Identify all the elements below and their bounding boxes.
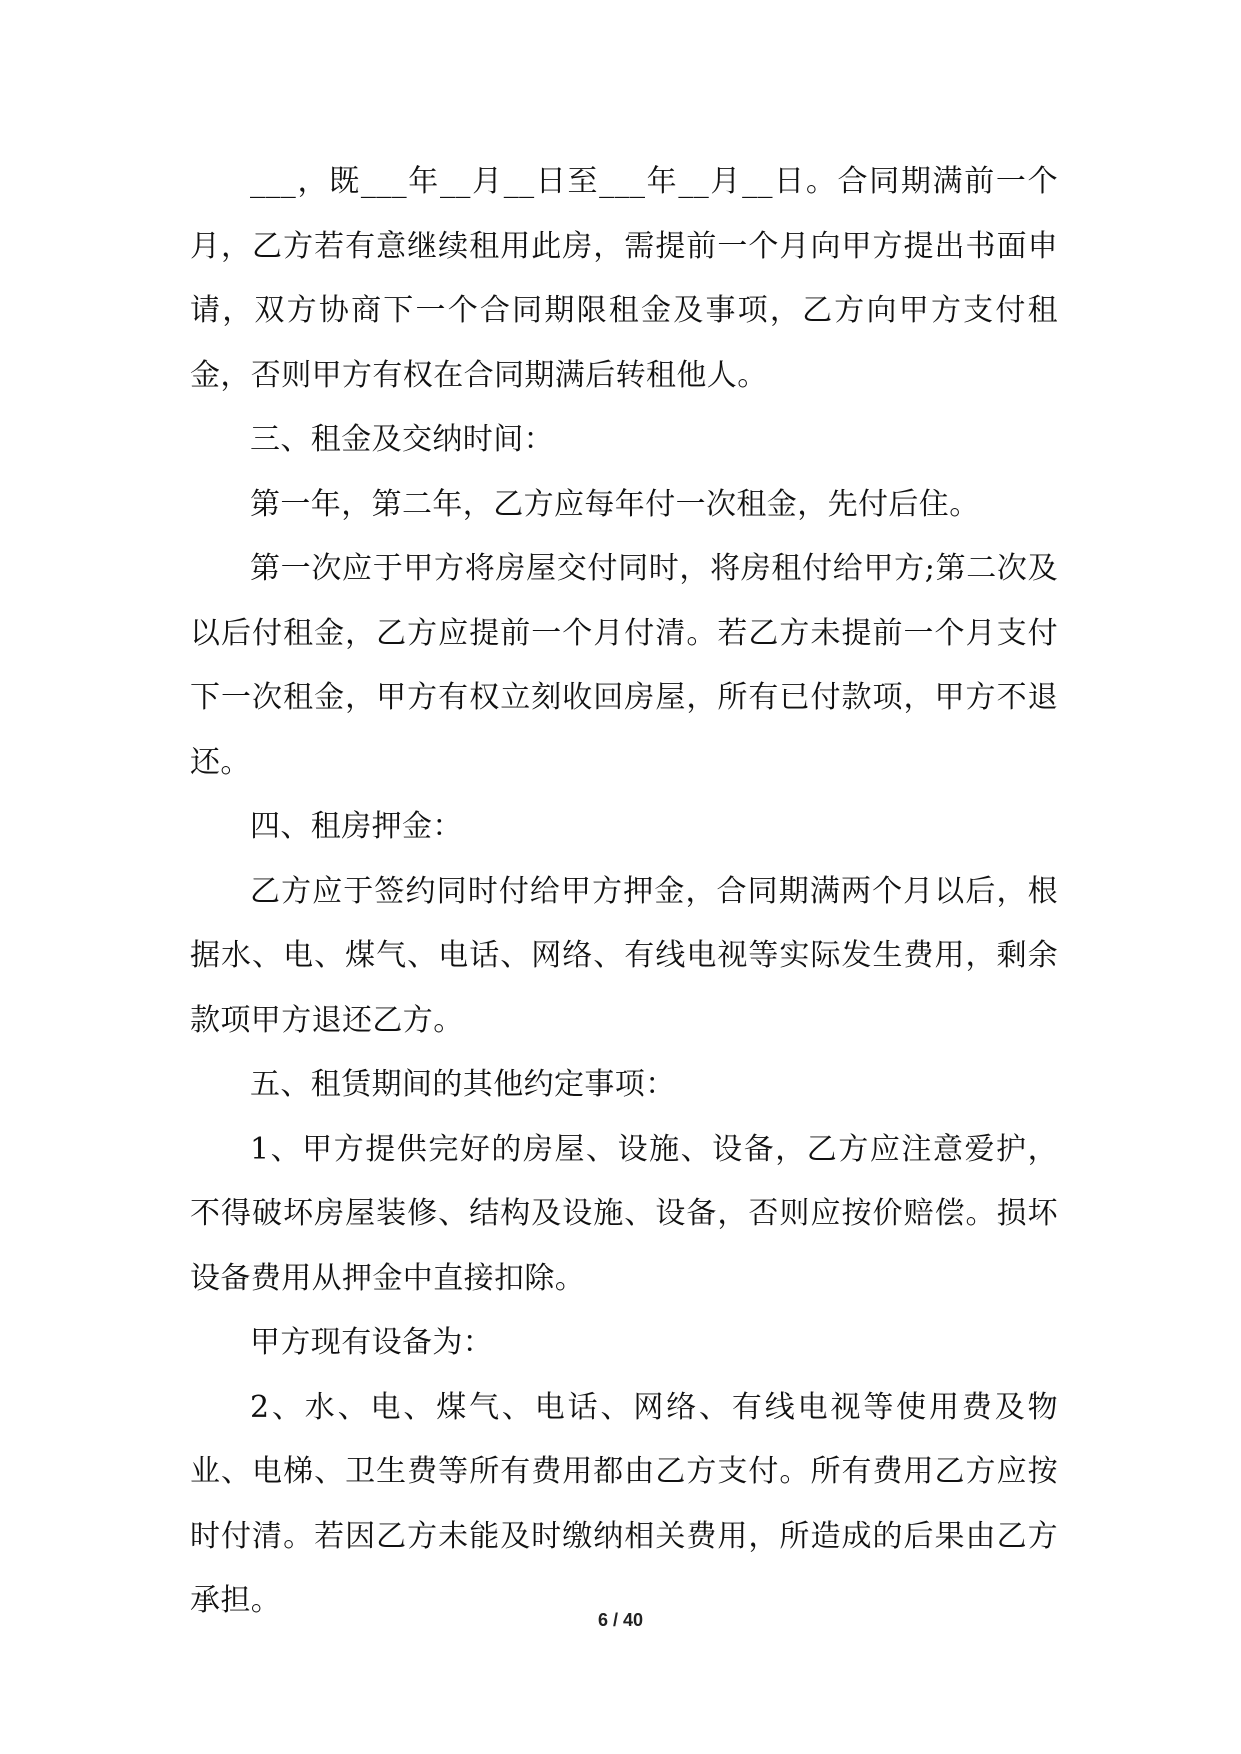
document-body [190, 150, 1058, 1634]
section-heading-rent-payment: 三、租金及交纳时间： [250, 422, 554, 457]
paragraph-lease-renewal: ___，既___年__月__日至___年__月__日。合同期满前一个月，乙方若有意继续租用此房，需提前一个月向甲方提出书面申请，双方协商下一个合同期限租金及事项，乙方向甲方支付租金，否则甲方有权在合同期满后转租他人。 [190, 164, 1058, 393]
paragraph-deposit-terms: 乙方应于签约同时付给甲方押金，合同期满两个月以后，根据水、电、煤气、电话、网络、有线电视等实际发生费用，剩余款项甲方退还乙方。 [190, 873, 1058, 1038]
paragraph-clause-1: 1、甲方提供完好的房屋、设施、设备，乙方应注意爱护，不得破坏房屋装修、结构及设施、设备，否则应按价赔偿。损坏设备费用从押金中直接扣除。 [190, 1131, 1058, 1296]
paragraph-clause-2: 2、水、电、煤气、电话、网络、有线电视等使用费及物业、电梯、卫生费等所有费用都由乙方支付。所有费用乙方应按时付清。若因乙方未能及时缴纳相关费用，所造成的后果由乙方承担。 [190, 1389, 1058, 1618]
paragraph-payment-schedule: 第一年，第二年，乙方应每年付一次租金，先付后住。 [250, 486, 980, 522]
paragraph-existing-equipment: 甲方现有设备为： [250, 1325, 494, 1360]
paragraph-first-payment: 第一次应于甲方将房屋交付同时，将房租付给甲方;第二次及以后付租金，乙方应提前一个月付清。若乙方未提前一个月支付下一次租金，甲方有权立刻收回房屋，所有已付款项，甲方不退还。 [190, 551, 1058, 780]
section-heading-other-terms: 五、租赁期间的其他约定事项： [250, 1067, 676, 1102]
section-heading-deposit: 四、租房押金： [250, 809, 463, 844]
page-number: 6 / 40 [597, 1610, 644, 1630]
